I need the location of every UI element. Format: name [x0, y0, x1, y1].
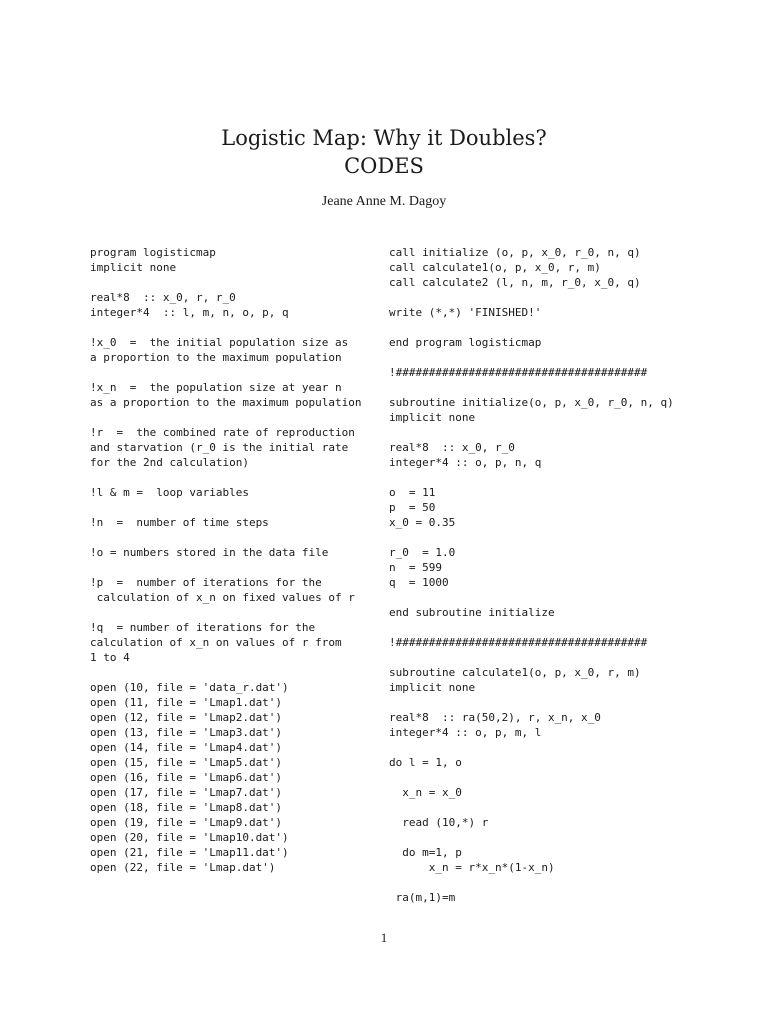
code-line: !q = number of iterations for the	[90, 621, 316, 634]
code-line: integer*4 :: l, m, n, o, p, q	[90, 306, 289, 319]
code-line: write (*,*) 'FINISHED!'	[389, 306, 542, 319]
code-line: !n = number of time steps	[90, 516, 269, 529]
code-line: !p = number of iterations for the	[90, 576, 322, 589]
code-line	[389, 830, 689, 845]
code-line	[90, 275, 380, 290]
code-line: !l & m = loop variables	[90, 486, 249, 499]
code-line: real*8 :: x_0, r, r_0	[90, 291, 236, 304]
code-line: open (13, file = 'Lmap3.dat')	[90, 726, 283, 739]
code-line	[389, 695, 689, 710]
code-line	[90, 560, 380, 575]
code-line: subroutine calculate1(o, p, x_0, r, m)	[389, 666, 641, 679]
code-line	[90, 500, 380, 515]
code-line: open (16, file = 'Lmap6.dat')	[90, 771, 283, 784]
code-line: x_0 = 0.35	[389, 516, 456, 529]
code-line: open (15, file = 'Lmap5.dat')	[90, 756, 283, 769]
code-line	[389, 650, 689, 665]
code-line: program logisticmap	[90, 246, 216, 259]
code-line	[389, 590, 689, 605]
code-line: real*8 :: ra(50,2), r, x_n, x_0	[389, 711, 601, 724]
title-line-2: CODES	[344, 154, 424, 178]
code-line	[389, 290, 689, 305]
code-line: do m=1, p	[389, 846, 462, 859]
code-line: !######################################	[389, 636, 648, 649]
code-line: implicit none	[389, 411, 476, 424]
code-line: r_0 = 1.0	[389, 546, 456, 559]
code-line	[389, 740, 689, 755]
code-column-right	[389, 245, 689, 905]
code-line: open (12, file = 'Lmap2.dat')	[90, 711, 283, 724]
code-line: implicit none	[90, 261, 177, 274]
code-line: open (10, file = 'data_r.dat')	[90, 681, 289, 694]
code-line: read (10,*) r	[389, 816, 489, 829]
code-line: open (19, file = 'Lmap9.dat')	[90, 816, 283, 829]
page-number: 1	[380, 930, 388, 945]
code-line: implicit none	[389, 681, 476, 694]
code-line	[90, 605, 380, 620]
code-line: open (21, file = 'Lmap11.dat')	[90, 846, 289, 859]
code-line	[389, 530, 689, 545]
code-line: open (17, file = 'Lmap7.dat')	[90, 786, 283, 799]
code-line	[90, 365, 380, 380]
code-line: !o = numbers stored in the data file	[90, 546, 329, 559]
code-line: p = 50	[389, 501, 436, 514]
code-line	[389, 770, 689, 785]
code-line	[389, 875, 689, 890]
code-line	[389, 800, 689, 815]
code-line: integer*4 :: o, p, n, q	[389, 456, 542, 469]
code-line: !######################################	[389, 366, 648, 379]
code-line: end program logisticmap	[389, 336, 542, 349]
code-line: call calculate1(o, p, x_0, r, m)	[389, 261, 601, 274]
code-line: n = 599	[389, 561, 442, 574]
code-line: open (18, file = 'Lmap8.dat')	[90, 801, 283, 814]
code-line: a proportion to the maximum population	[90, 351, 342, 364]
document-title	[0, 124, 768, 180]
code-line: !x_n = the population size at year n	[90, 381, 342, 394]
code-line	[90, 530, 380, 545]
code-line: as a proportion to the maximum population	[90, 396, 362, 409]
author-name: Jeane Anne M. Dagoy	[321, 194, 447, 209]
code-line: open (22, file = 'Lmap.dat')	[90, 861, 276, 874]
code-line: x_n = x_0	[389, 786, 462, 799]
code-line	[389, 320, 689, 335]
code-line: calculation of x_n on values of r from	[90, 636, 342, 649]
code-line	[389, 380, 689, 395]
code-line: !r = the combined rate of reproduction	[90, 426, 355, 439]
code-line: q = 1000	[389, 576, 449, 589]
code-line: call calculate2 (l, n, m, r_0, x_0, q)	[389, 276, 641, 289]
code-line	[90, 665, 380, 680]
code-line	[90, 410, 380, 425]
code-line: subroutine initialize(o, p, x_0, r_0, n, q)	[389, 396, 674, 409]
code-line	[90, 470, 380, 485]
code-line: 1 to 4	[90, 651, 130, 664]
code-line: calculation of x_n on fixed values of r	[90, 591, 355, 604]
code-line: for the 2nd calculation)	[90, 456, 249, 469]
code-line: ra(m,1)=m	[389, 891, 456, 904]
code-line: do l = 1, o	[389, 756, 462, 769]
code-line: open (14, file = 'Lmap4.dat')	[90, 741, 283, 754]
code-line: end subroutine initialize	[389, 606, 555, 619]
code-line	[90, 320, 380, 335]
code-line	[389, 350, 689, 365]
code-line: o = 11	[389, 486, 436, 499]
title-line-1: Logistic Map: Why it Doubles?	[221, 126, 547, 150]
code-line	[389, 470, 689, 485]
code-line: !x_0 = the initial population size as	[90, 336, 349, 349]
code-line: open (11, file = 'Lmap1.dat')	[90, 696, 283, 709]
code-line: and starvation (r_0 is the initial rate	[90, 441, 349, 454]
code-line: integer*4 :: o, p, m, l	[389, 726, 542, 739]
code-line: real*8 :: x_0, r_0	[389, 441, 515, 454]
code-line: call initialize (o, p, x_0, r_0, n, q)	[389, 246, 641, 259]
code-line: x_n = r*x_n*(1-x_n)	[389, 861, 555, 874]
code-line: open (20, file = 'Lmap10.dat')	[90, 831, 289, 844]
code-column-left	[90, 245, 380, 875]
code-line	[389, 620, 689, 635]
code-line	[389, 425, 689, 440]
